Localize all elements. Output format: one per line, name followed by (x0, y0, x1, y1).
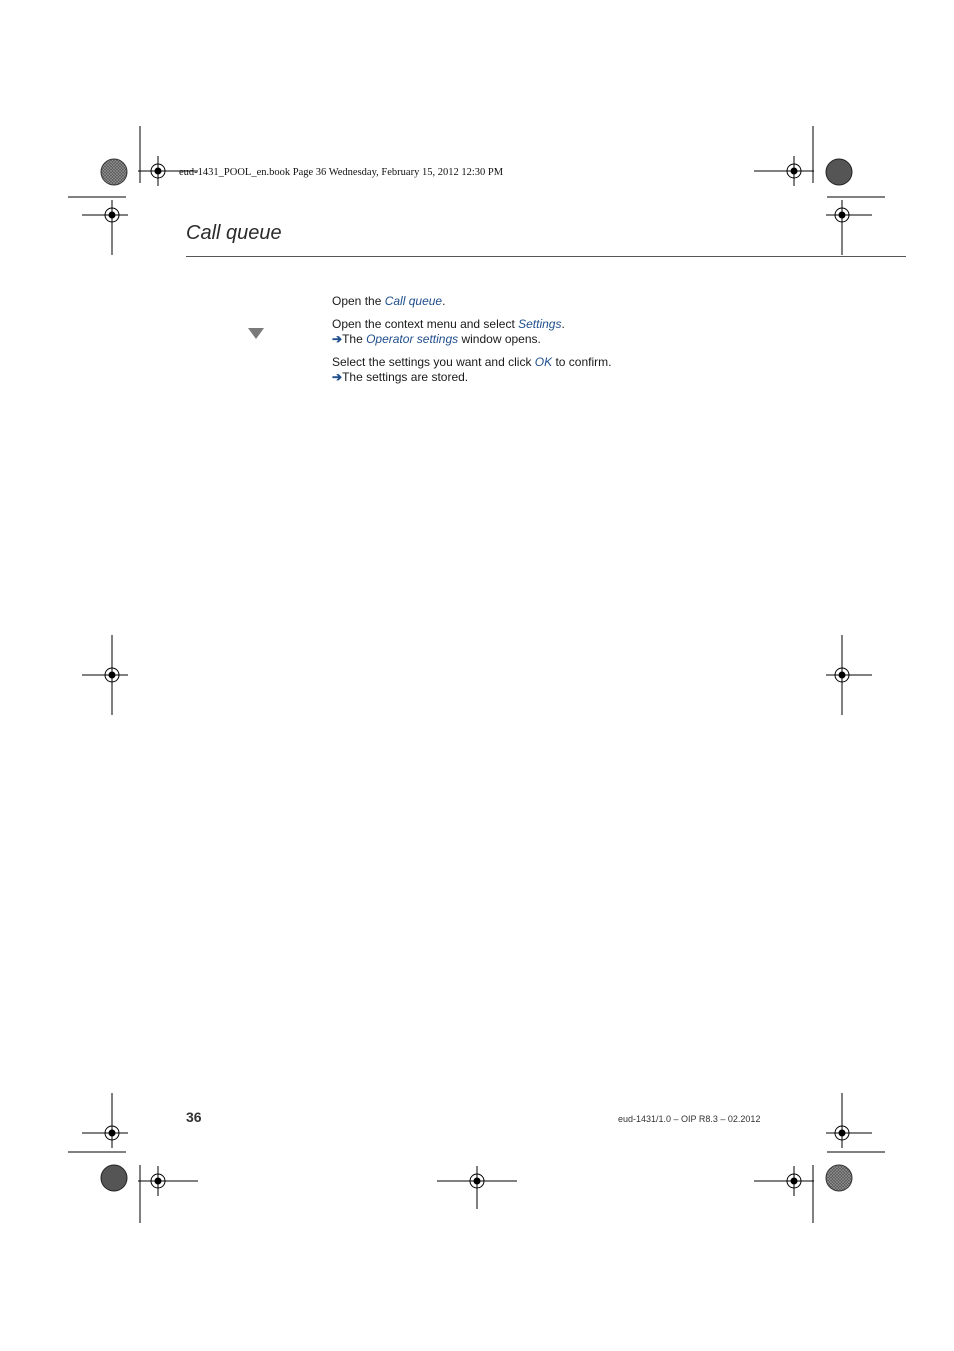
triangle-marker-icon (248, 328, 264, 339)
print-header: eud-1431_POOL_en.book Page 36 Wednesday, February 15, 2012 12:30 PM (179, 167, 504, 178)
step-select-settings: Select the settings you want and click OK to confirm. (332, 355, 612, 369)
header-rule (186, 256, 906, 257)
page-number: 36 (186, 1109, 202, 1125)
result-settings-stored: ➔The settings are stored. (332, 370, 469, 384)
chapter-title: Call queue (186, 222, 282, 244)
ui-term-call-queue: Call queue (384, 294, 443, 308)
ui-term-operator-settings: Operator settings (366, 332, 459, 346)
step-open-call-queue: Open the Call queue. (332, 294, 446, 308)
ui-term-ok: OK (534, 355, 553, 369)
result-arrow-icon: ➔ (332, 332, 343, 346)
step-open-context-menu: Open the context menu and select Settings. (332, 317, 565, 331)
document-code: eud-1431/1.0 – OIP R8.3 – 02.2012 (618, 1114, 761, 1124)
result-window-opens: ➔The Operator settings window opens. (332, 332, 541, 346)
result-arrow-icon: ➔ (332, 370, 343, 384)
ui-term-settings: Settings (518, 317, 562, 331)
